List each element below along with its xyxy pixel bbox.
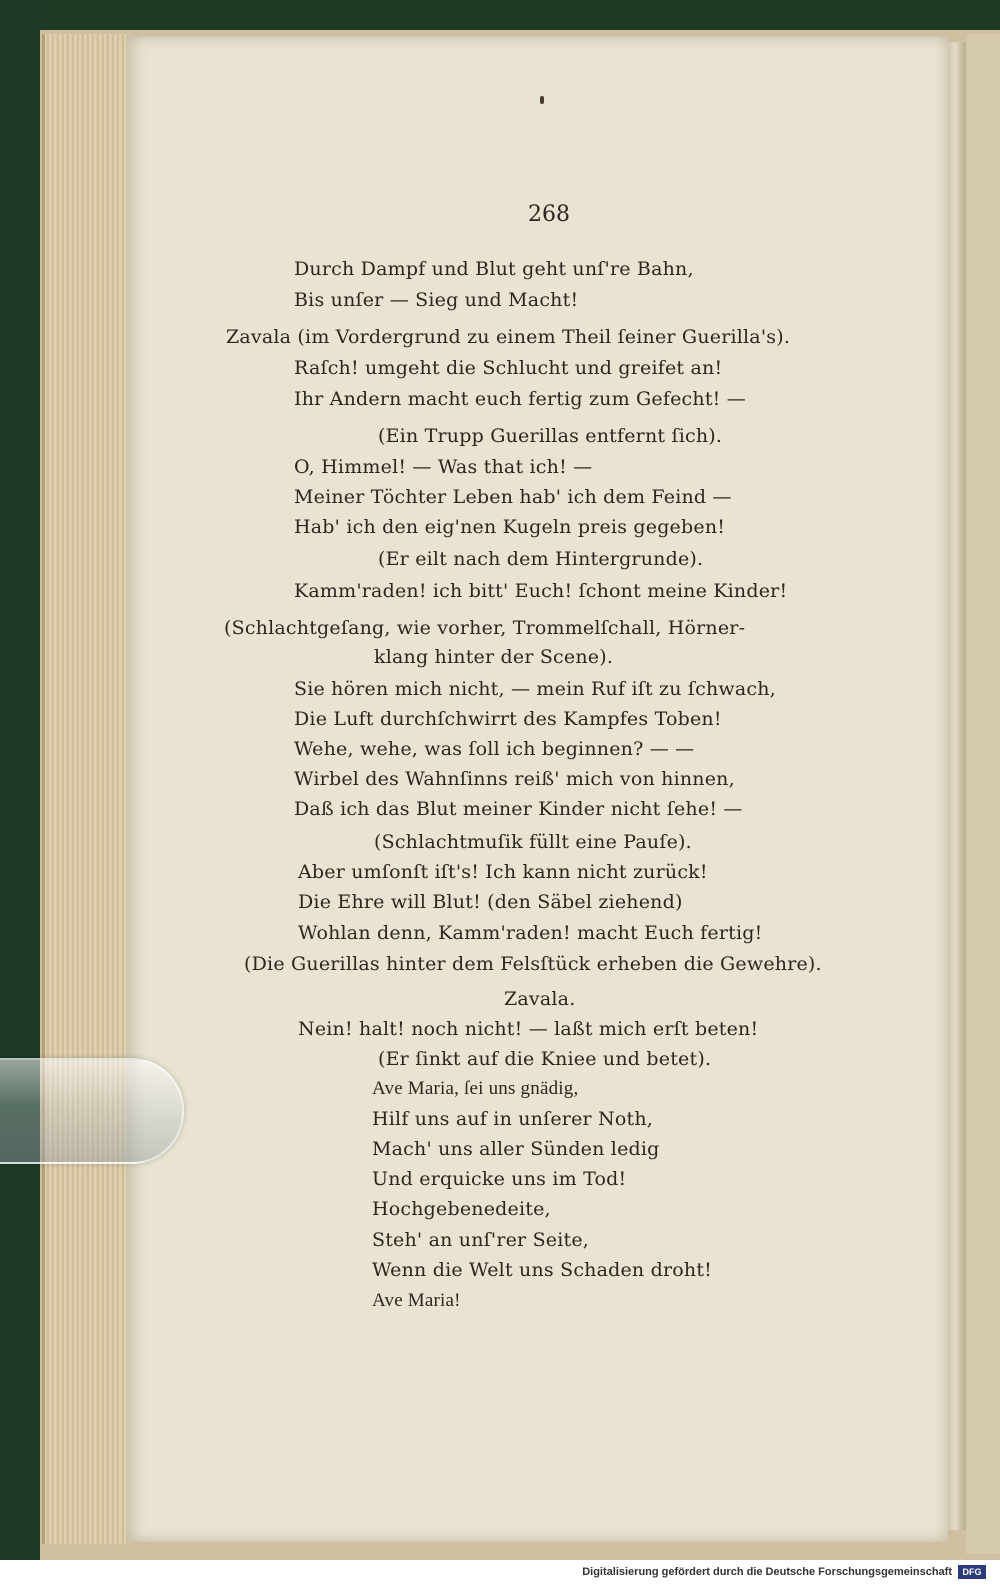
text-line: Zavala. [504, 988, 576, 1010]
page-edges [42, 34, 130, 1544]
text-line: Hilf uns auf in unſerer Noth, [372, 1108, 654, 1130]
text-line: Hochgebenedeite, [372, 1198, 551, 1220]
facing-page-edge [966, 34, 1000, 1554]
text-line: Die Luft durchſchwirrt des Kampfes Toben! [294, 708, 722, 730]
text-line: Steh' an unſ'rer Seite, [372, 1229, 590, 1251]
text-line: Hab' ich den eig'nen Kugeln preis gegeben! [294, 516, 726, 538]
text-line: Kamm'raden! ich bitt' Euch! ſchont meine Kinder! [294, 580, 788, 602]
text-line: (Die Guerillas hinter dem Felsſtück erheben die Gewehre). [244, 953, 822, 975]
text-line: (Ein Trupp Guerillas entfernt ſich). [378, 425, 723, 447]
text-line: Durch Dampf und Blut geht unſ're Bahn, [294, 258, 694, 280]
text-line: Wirbel des Wahnſinns reiß' mich von hinnen, [294, 768, 735, 790]
text-line: Wehe, wehe, was ſoll ich beginnen? — — [294, 738, 695, 760]
text-line: Daß ich das Blut meiner Kinder nicht ſehe! — [294, 798, 743, 820]
text-line: Ihr Andern macht euch fertig zum Gefecht! — [294, 388, 746, 410]
text-line: Die Ehre will Blut! (den Säbel ziehend) [298, 891, 683, 913]
text-line: Nein! halt! noch nicht! — laßt mich erſt beten! [298, 1018, 759, 1040]
dfg-logo: DFG [958, 1565, 986, 1579]
text-line: Mach' uns aller Sünden ledig [372, 1138, 660, 1160]
text-line: (Er ſinkt auf die Kniee und betet). [378, 1048, 712, 1070]
text-line: Ave Maria! [372, 1290, 461, 1311]
text-line: Meiner Töchter Leben hab' ich dem Feind — [294, 486, 732, 508]
text-line: Raſch! umgeht die Schlucht und greifet an! [294, 357, 723, 379]
text-line: Zavala (im Vordergrund zu einem Theil ſeiner Guerilla's). [226, 326, 791, 348]
text-line: (Schlachtgeſang, wie vorher, Trommelſchall, Hörner- [224, 617, 746, 639]
text-line: Wenn die Welt uns Schaden droht! [372, 1259, 712, 1281]
ink-mark [540, 96, 544, 104]
page-number: 268 [528, 202, 570, 227]
glass-page-weight [0, 1058, 184, 1164]
page-gutter [948, 42, 966, 1530]
text-line: Aber umſonſt iſt's! Ich kann nicht zurück! [298, 861, 708, 883]
text-line: (Schlachtmuſik füllt eine Pauſe). [374, 831, 692, 853]
text-line: Wohlan denn, Kamm'raden! macht Euch fertig! [298, 922, 763, 944]
footer-credit: Digitalisierung gefördert durch die Deutsche Forschungsgemeinschaft [582, 1566, 952, 1578]
text-line: Und erquicke uns im Tod! [372, 1168, 627, 1190]
text-line: Bis unſer — Sieg und Macht! [294, 289, 579, 311]
text-line: Sie hören mich nicht, — mein Ruf iſt zu ſchwach, [294, 678, 776, 700]
text-line: (Er eilt nach dem Hintergrunde). [378, 548, 704, 570]
text-line: Ave Maria, ſei uns gnädig, [372, 1078, 579, 1099]
text-line: klang hinter der Scene). [374, 646, 614, 668]
text-line: O, Himmel! — Was that ich! — [294, 456, 593, 478]
